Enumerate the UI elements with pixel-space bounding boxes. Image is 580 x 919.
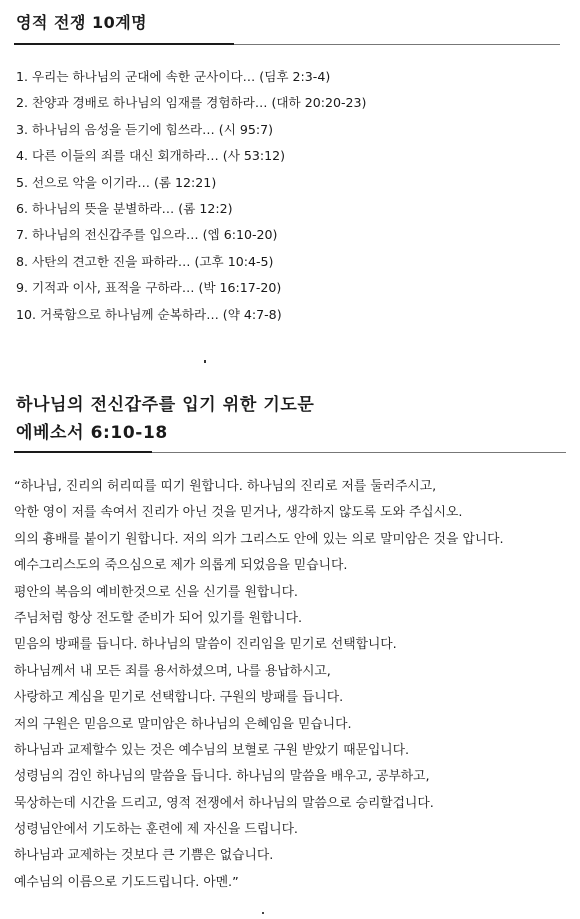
prayer-line: 의의 흉배를 붙이기 원합니다. 저의 의가 그리스도 안에 있는 의로 말미암은 것을 압니다. <box>14 531 504 547</box>
prayer-line: 예수그리스도의 죽으심으로 제가 의롭게 되었음을 믿습니다. <box>14 558 348 574</box>
scan-speck <box>262 912 264 914</box>
subtitle-underline-extension <box>152 452 566 453</box>
list-item: 8. 사탄의 견고한 진을 파하라… (고후 10:4-5) <box>16 253 274 269</box>
title-underline <box>14 43 234 45</box>
prayer-line: 악한 영이 저를 속여서 진리가 아닌 것을 믿거나, 생각하지 않도록 도와 주십시오. <box>14 505 463 521</box>
prayer-line: 믿음의 방패를 듭니다. 하나님의 말씀이 진리임을 믿기로 선택합니다. <box>14 637 397 653</box>
list-item: 2. 찬양과 경배로 하나님의 임재를 경험하라… (대하 20:20-23) <box>16 95 367 111</box>
prayer-line: 하나님과 교제하는 것보다 큰 기쁨은 없습니다. <box>14 848 274 864</box>
title-underline-extension <box>234 44 560 45</box>
prayer-line: 하나님과 교제할수 있는 것은 예수님의 보혈로 구원 받았기 때문입니다. <box>14 742 410 758</box>
scan-speck <box>204 360 206 363</box>
list-item: 7. 하나님의 전신갑주를 입으라… (엡 6:10-20) <box>16 227 278 243</box>
list-item: 3. 하나님의 음성을 듣기에 힘쓰라… (시 95:7) <box>16 121 274 137</box>
prayer-text <box>14 474 504 896</box>
section-subtitle-scripture: 에베소서 6:10-18 <box>16 423 168 443</box>
list-item: 5. 선으로 악을 이기라… (롬 12:21) <box>16 174 217 190</box>
prayer-line: 저의 구원은 믿음으로 말미암은 하나님의 은혜임을 믿습니다. <box>14 716 352 732</box>
prayer-line: 주님처럼 항상 전도할 준비가 되어 있기를 원합니다. <box>14 610 303 626</box>
list-item: 4. 다른 이들의 죄를 대신 회개하라… (사 53:12) <box>16 148 286 164</box>
prayer-line: 성령님의 검인 하나님의 말씀을 듭니다. 하나님의 말씀을 배우고, 공부하고, <box>14 769 430 785</box>
section-title-ten-commandments: 영적 전쟁 10계명 <box>16 13 148 32</box>
prayer-line: “하나님, 진리의 허리띠를 띠기 원합니다. 하나님의 진리로 저를 둘러주시고, <box>14 479 437 494</box>
prayer-line: 사랑하고 계심을 믿기로 선택합니다. 구원의 방패를 듭니다. <box>14 690 344 706</box>
list-item: 9. 기적과 이사, 표적을 구하라… (박 16:17-20) <box>16 280 282 296</box>
list-item: 10. 거룩함으로 하나님께 순복하라… (약 4:7-8) <box>16 306 282 322</box>
list-item: 6. 하나님의 뜻을 분별하라… (롬 12:2) <box>16 200 233 216</box>
prayer-line: 성령님안에서 기도하는 훈련에 제 자신을 드립니다. <box>14 822 299 838</box>
prayer-line: 예수님의 이름으로 기도드립니다. 아멘.” <box>14 874 239 890</box>
commandments-list <box>16 64 366 328</box>
prayer-line: 하나님께서 내 모든 죄를 용서하셨으며, 나를 용납하시고, <box>14 663 331 679</box>
section-title-prayer: 하나님의 전신갑주를 입기 위한 기도문 <box>16 395 315 415</box>
prayer-line: 묵상하는데 시간을 드리고, 영적 전쟁에서 하나님의 말씀으로 승리할겁니다. <box>14 795 434 811</box>
subtitle-underline <box>14 451 152 453</box>
list-item: 1. 우리는 하나님의 군대에 속한 군사이다… (딤후 2:3-4) <box>16 69 331 84</box>
prayer-line: 평안의 복음의 예비한것으로 신을 신기를 원합니다. <box>14 584 299 600</box>
